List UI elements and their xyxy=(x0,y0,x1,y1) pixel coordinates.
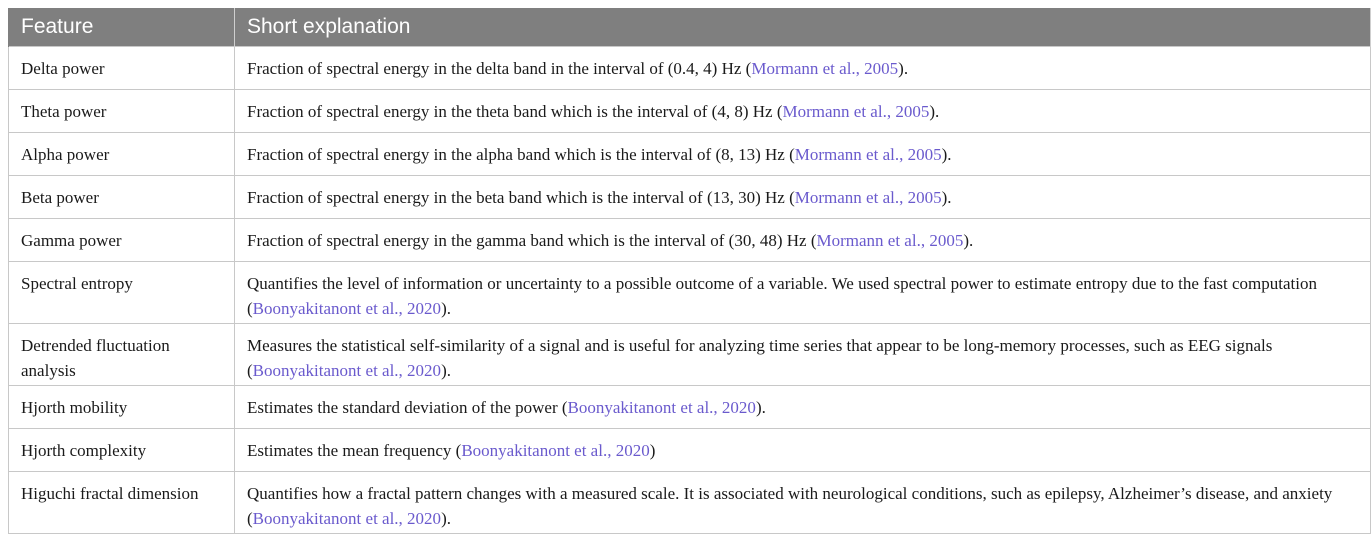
header-row xyxy=(9,8,1371,47)
explanation-end: ). xyxy=(441,509,451,528)
explanation-text: Fraction of spectral energy in the gamma band which is the interval of (30, 48) Hz ( xyxy=(247,231,817,250)
table-row xyxy=(9,176,1371,219)
explanation-text: Fraction of spectral energy in the theta band which is the interval of (4, 8) Hz ( xyxy=(247,102,783,121)
citation-link[interactable]: Mormann et al., 2005 xyxy=(794,188,942,207)
explanation-cell xyxy=(235,133,1371,176)
explanation-text: Estimates the standard deviation of the power ( xyxy=(247,398,568,417)
table-row xyxy=(9,133,1371,176)
explanation-end: ). xyxy=(941,188,952,207)
table-row xyxy=(9,324,1371,386)
explanation-cell xyxy=(235,47,1371,90)
citation-link[interactable]: Boonyakitanont et al., 2020 xyxy=(252,361,442,380)
table-row xyxy=(9,472,1371,534)
citation-link[interactable]: Mormann et al., 2005 xyxy=(751,59,899,78)
table-row xyxy=(9,429,1371,472)
features-table xyxy=(8,8,1371,534)
explanation-end: ). xyxy=(929,102,940,121)
citation-link[interactable]: Boonyakitanont et al., 2020 xyxy=(252,299,442,318)
citation-link[interactable]: Boonyakitanont et al., 2020 xyxy=(567,398,756,417)
explanation-cell xyxy=(235,386,1371,429)
explanation-text: Fraction of spectral energy in the alpha band which is the interval of (8, 13) Hz ( xyxy=(247,145,795,164)
explanation-cell xyxy=(235,219,1371,262)
citation-link[interactable]: Boonyakitanont et al., 2020 xyxy=(461,441,650,460)
citation-link[interactable]: Boonyakitanont et al., 2020 xyxy=(252,509,442,528)
explanation-cell xyxy=(235,176,1371,219)
feature-cell: Higuchi fractal dimension xyxy=(9,472,235,534)
table-row xyxy=(9,386,1371,429)
table-row xyxy=(9,47,1371,90)
citation-link[interactable]: Mormann et al., 2005 xyxy=(794,145,942,164)
citation-link[interactable]: Mormann et al., 2005 xyxy=(782,102,930,121)
feature-cell: Beta power xyxy=(9,176,235,219)
explanation-cell xyxy=(235,90,1371,133)
explanation-text: Estimates the mean frequency ( xyxy=(247,441,462,460)
explanation-text: Measures the statistical self-similarity of a signal and is useful for analyzing time series that appear to be long-memory processes, such as EEG signals ( xyxy=(247,336,1273,380)
explanation-end: ) xyxy=(649,441,656,460)
feature-cell: Theta power xyxy=(9,90,235,133)
explanation-text: Fraction of spectral energy in the beta band which is the interval of (13, 30) Hz ( xyxy=(247,188,795,207)
explanation-cell xyxy=(235,429,1371,472)
explanation-end: ). xyxy=(441,361,451,380)
table-row xyxy=(9,219,1371,262)
table-row xyxy=(9,90,1371,133)
explanation-end: ). xyxy=(898,59,909,78)
feature-cell: Detrended fluctuation analysis xyxy=(9,324,235,386)
feature-cell: Delta power xyxy=(9,47,235,90)
header-explanation: Short explanation xyxy=(235,8,1371,47)
feature-cell: Gamma power xyxy=(9,219,235,262)
explanation-cell xyxy=(235,472,1371,534)
feature-cell: Hjorth mobility xyxy=(9,386,235,429)
feature-cell: Alpha power xyxy=(9,133,235,176)
citation-link[interactable]: Mormann et al., 2005 xyxy=(816,231,964,250)
header-feature: Feature xyxy=(9,8,235,47)
feature-cell: Hjorth complexity xyxy=(9,429,235,472)
table-row xyxy=(9,262,1371,324)
explanation-cell xyxy=(235,262,1371,324)
explanation-text: Quantifies the level of information or uncertainty to a possible outcome of a variable. We used spectral power to estimate entropy due to the fast computation ( xyxy=(247,274,1317,318)
explanation-cell xyxy=(235,324,1371,386)
explanation-text: Fraction of spectral energy in the delta band in the interval of (0.4, 4) Hz ( xyxy=(247,59,752,78)
explanation-text: Quantifies how a fractal pattern changes with a measured scale. It is associated with neurological conditions, such as epilepsy, Alzheimer’s disease, and anxiety ( xyxy=(247,484,1333,528)
feature-cell: Spectral entropy xyxy=(9,262,235,324)
explanation-end: ). xyxy=(755,398,766,417)
explanation-end: ). xyxy=(963,231,974,250)
explanation-end: ). xyxy=(441,299,451,318)
explanation-end: ). xyxy=(941,145,952,164)
